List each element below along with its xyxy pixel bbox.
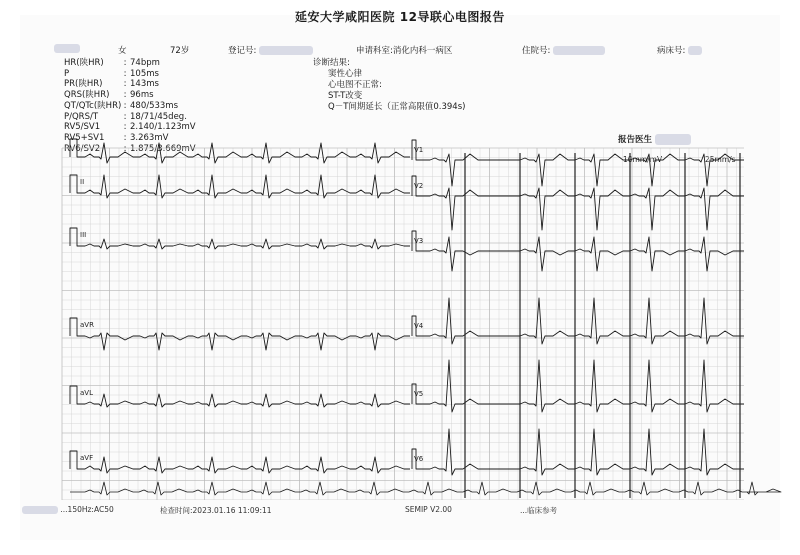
ecg-grid xyxy=(62,148,744,500)
lead-trace-left xyxy=(70,139,410,163)
measurement-row: P : 105ms xyxy=(64,68,159,79)
measurement-row: RV5/SV1 : 2.140/1.123mV xyxy=(64,122,196,133)
measurement-row: HR(陕HR) : 74bpm xyxy=(64,58,160,68)
diagnosis-item: 心电图不正常: xyxy=(328,80,382,90)
lead-label: V4 xyxy=(414,322,424,330)
lead-label: V6 xyxy=(414,455,424,463)
lead-trace-right xyxy=(412,298,744,344)
lead-label: V2 xyxy=(414,182,424,190)
footer-exam-time: 检查时间:2023.01.16 11:09:11 xyxy=(160,506,272,515)
department: 申请科室:消化内科一病区 xyxy=(356,46,453,56)
ecg-traces xyxy=(70,139,781,498)
measurement-row: RV6/SV2 : 1.875/3.669mV xyxy=(64,143,196,154)
doctor-label: 报告医生 xyxy=(618,135,653,145)
lead-label: aVL xyxy=(80,389,93,397)
lead-trace-left xyxy=(70,228,410,249)
footer-note: ...临床参考 xyxy=(520,506,558,515)
diagnosis-item: 窦性心律 xyxy=(328,69,363,79)
lead-trace-right xyxy=(412,176,744,230)
patient-sex: 女 xyxy=(118,46,127,56)
lead-label: V5 xyxy=(414,390,424,398)
lead-trace-left xyxy=(70,386,410,407)
footer-device: SEMIP V2.00 xyxy=(405,505,452,514)
lead-trace-left xyxy=(70,318,410,350)
measurement-row: QRS(陕HR) : 96ms xyxy=(64,90,154,101)
lead-label: aVR xyxy=(80,321,94,329)
inpatient-label: 住院号: xyxy=(522,46,551,56)
gain-setting: 10mm/mV xyxy=(623,155,663,164)
lead-label: II xyxy=(80,178,85,186)
lead-label: V3 xyxy=(414,237,424,245)
lead-trace-right xyxy=(412,140,744,186)
lead-trace-right xyxy=(412,360,744,412)
measurement-row: P/QRS/T : 18/71/45deg. xyxy=(64,111,187,122)
lead-label: III xyxy=(80,231,87,239)
footer-filter: ...150Hz:AC50 xyxy=(22,505,114,514)
lead-label: V1 xyxy=(414,146,424,154)
lead-label: aVF xyxy=(80,454,94,462)
measurement-row: RV5+SV1 : 3.263mV xyxy=(64,132,169,143)
diagnosis-item: Q－T间期延长（正常高限值0.394s) xyxy=(328,102,466,112)
rhythm-strip-trace xyxy=(70,482,781,495)
registration-label: 登记号: xyxy=(228,46,257,56)
diagnosis-heading: 诊断结果: xyxy=(313,58,350,68)
measurement-row: PR(陕HR) : 143ms xyxy=(64,79,159,90)
diagnosis-item: ST-T改变 xyxy=(328,91,363,101)
lead-trace-left xyxy=(70,451,410,473)
lead-trace-left xyxy=(70,175,410,198)
measurement-row: QT/QTc(陕HR) : 480/533ms xyxy=(64,100,179,111)
report-title: 延安大学咸阳医院 12导联心电图报告 xyxy=(295,10,505,24)
speed-setting: 25mm/s xyxy=(705,155,736,164)
patient-age: 72岁 xyxy=(170,46,190,56)
bed-label: 病床号: xyxy=(657,46,686,56)
lead-trace-right xyxy=(412,231,744,271)
